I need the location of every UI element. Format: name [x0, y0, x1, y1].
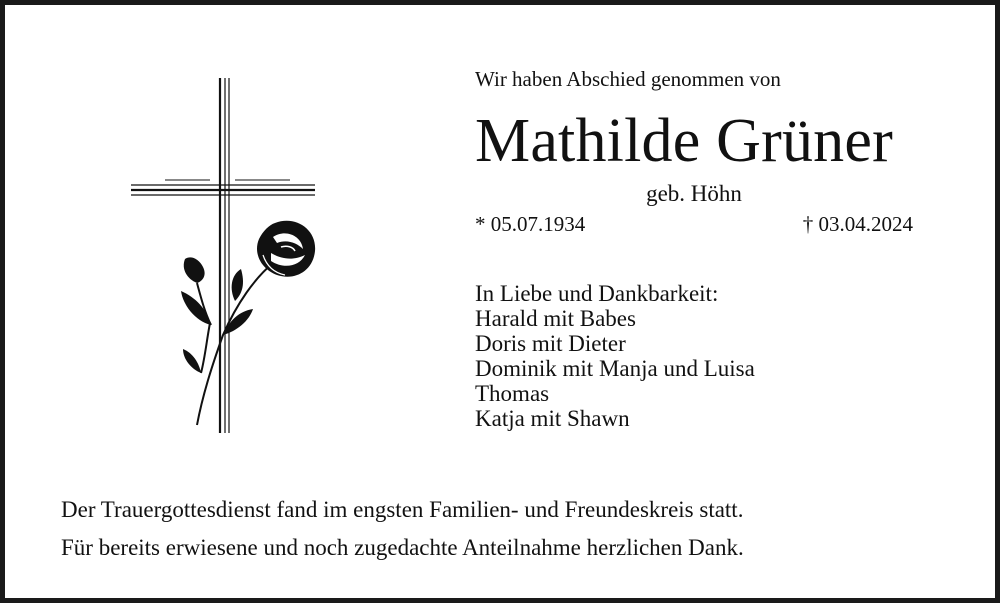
list-item: Doris mit Dieter [475, 331, 626, 356]
list-item: Katja mit Shawn [475, 406, 630, 431]
death-date: † 03.04.2024 [802, 212, 913, 236]
footer-text [61, 491, 744, 567]
list-item: Harald mit Babes [475, 306, 636, 331]
list-item: Thomas [475, 381, 550, 406]
intro-text: Wir haben Abschied genommen von [475, 67, 781, 91]
mourners-heading: In Liebe und Dankbarkeit: [475, 281, 719, 306]
deceased-name: Mathilde Grüner [475, 107, 893, 175]
funeral-service-note: Der Trauergottesdienst fand im engsten Familien- und Freundeskreis statt. [61, 497, 744, 522]
cross-with-rose-icon [125, 73, 325, 443]
maiden-name: geb. Höhn [646, 181, 742, 206]
thanks-note: Für bereits erwiesene und noch zugedachte Anteilnahme herzlichen Dank. [61, 535, 744, 560]
birth-date: * 05.07.1934 [475, 212, 586, 236]
mourners-list [475, 281, 755, 431]
list-item: Dominik mit Manja und Luisa [475, 356, 755, 381]
